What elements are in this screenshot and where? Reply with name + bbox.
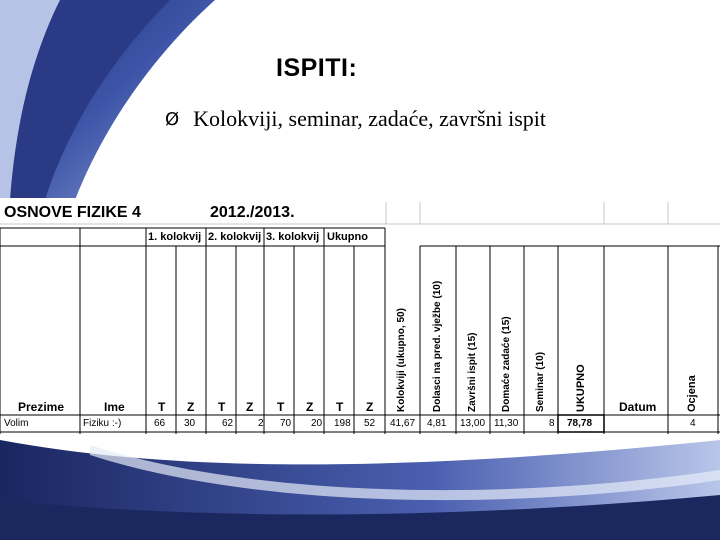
- group-kolokvij-2: 2. kolokvij: [208, 231, 262, 243]
- col-t1: T: [158, 400, 166, 414]
- col-t3: T: [277, 400, 285, 414]
- col-ime: Ime: [104, 400, 125, 414]
- col-z4: Z: [366, 400, 374, 414]
- group-ukupno: Ukupno: [327, 231, 368, 243]
- cell-dolasci: 4,81: [427, 418, 447, 429]
- bullet-text: Kolokviji, seminar, zadaće, završni ispit: [193, 106, 547, 131]
- cell-t3: 70: [280, 418, 292, 429]
- grades-spreadsheet: [0, 198, 720, 434]
- col-t2: T: [218, 400, 226, 414]
- cell-z2: 2: [258, 418, 264, 429]
- col-datum: Datum: [619, 400, 657, 414]
- group-kolokvij-1: 1. kolokvij: [148, 231, 202, 243]
- cell-seminar: 8: [549, 418, 555, 429]
- col-ukupno: UKUPNO: [575, 364, 587, 412]
- cell-z3: 20: [311, 418, 323, 429]
- col-seminar: Seminar (10): [535, 351, 546, 412]
- col-t4: T: [336, 400, 344, 414]
- col-z2: Z: [246, 400, 254, 414]
- cell-ukupno: 78,78: [567, 418, 593, 429]
- col-z1: Z: [187, 400, 195, 414]
- col-kolokviji-ukupno: Kolokviji (ukupno, 50): [396, 308, 407, 412]
- col-dolasci: Dolasci na pred. vježbe (10): [432, 280, 443, 412]
- col-zavrsni-ispit: Završni ispit (15): [467, 332, 478, 412]
- cell-ocjena: 4: [690, 418, 696, 429]
- cell-t4: 198: [334, 418, 351, 429]
- cell-t2: 62: [222, 418, 234, 429]
- slide-title: ISPITI:: [276, 54, 358, 82]
- col-z3: Z: [306, 400, 314, 414]
- course-title: OSNOVE FIZIKE 4: [4, 204, 141, 221]
- cell-zavrsni: 13,00: [460, 418, 486, 429]
- cell-t1: 66: [154, 418, 166, 429]
- col-ocjena: Ocjena: [686, 375, 698, 412]
- arrow-bullet-icon: Ø: [165, 108, 180, 130]
- cell-kolokviji: 41,67: [390, 418, 416, 429]
- cell-zadace: 11,30: [494, 418, 519, 429]
- group-kolokvij-3: 3. kolokvij: [266, 231, 320, 243]
- col-domace-zadace: Domaće zadaće (15): [501, 316, 512, 412]
- bullet-item: [165, 106, 546, 132]
- col-prezime: Prezime: [18, 400, 65, 414]
- academic-year: 2012./2013.: [210, 204, 295, 221]
- cell-z4: 52: [364, 418, 376, 429]
- cell-ime: Fiziku :-): [83, 418, 122, 429]
- cell-prezime: Volim: [4, 418, 29, 429]
- cell-z1: 30: [184, 418, 196, 429]
